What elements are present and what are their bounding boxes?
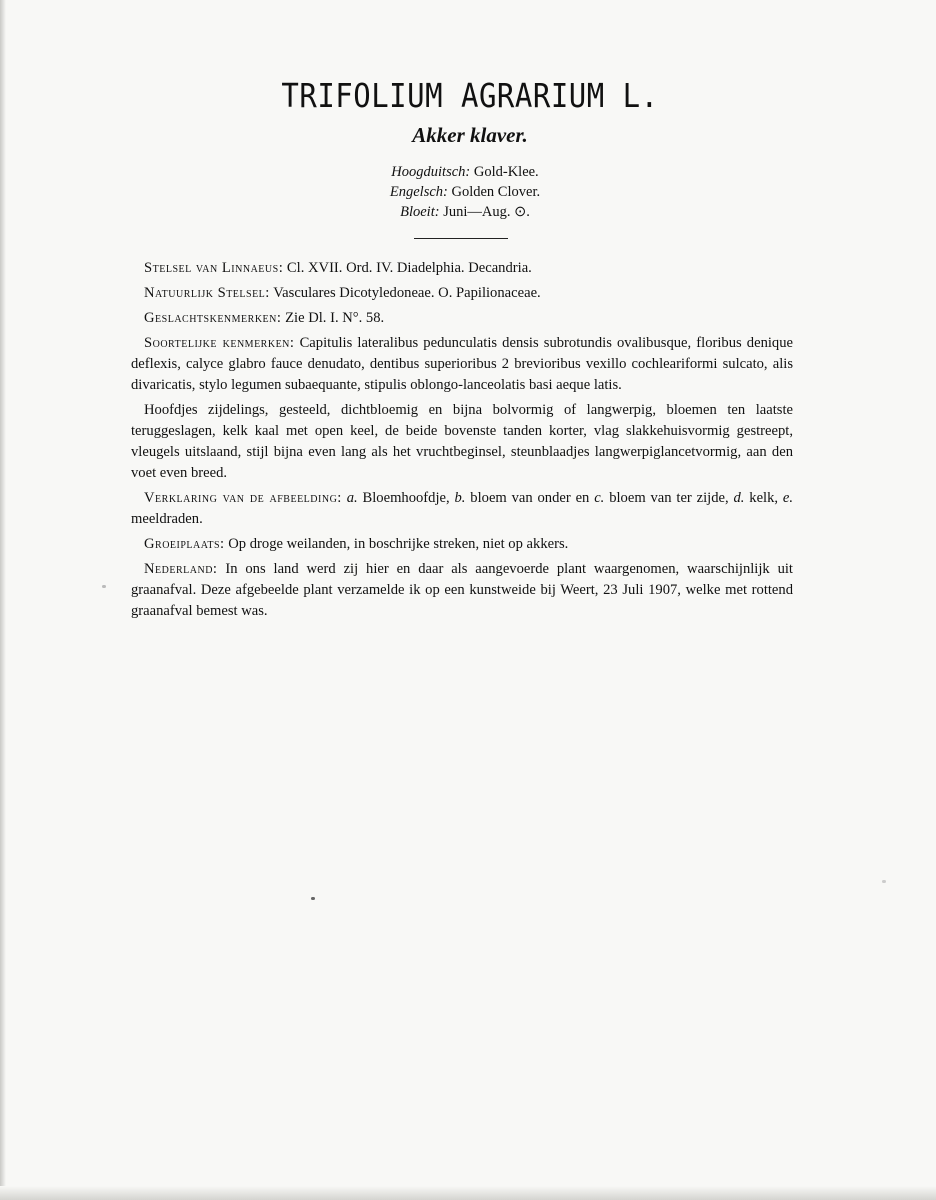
name-label: Hoogduitsch: xyxy=(391,164,471,180)
paper-speck xyxy=(311,897,315,900)
paragraph-geslachtskenmerken xyxy=(131,308,793,329)
name-row-english xyxy=(300,182,630,202)
name-label: Engelsch: xyxy=(389,184,448,200)
figure-key-text: bloem van ter zijde, xyxy=(609,490,729,506)
section-label: Geslachtskenmerken: xyxy=(144,310,282,326)
body-text xyxy=(131,258,793,626)
figure-key-text: Bloemhoofdje, xyxy=(362,490,450,506)
figure-key-text: kelk, xyxy=(749,490,779,506)
section-text: In ons land werd zij hier en daar als aangevoerde plant waargenomen, waarschijnlijk uit graanafval. Deze afgebeelde plant verzamelde ik op een kunstweide bij Weert, 23 Juli 1907, welke met rottend graanafval bemest was. xyxy=(131,561,793,619)
section-label: Nederland: xyxy=(144,561,218,577)
figure-key: c. xyxy=(594,490,605,506)
paragraph-description xyxy=(131,400,793,484)
common-name: Akker klaver. xyxy=(412,123,528,147)
section-label: Natuurlijk Stelsel: xyxy=(144,285,270,301)
divider-rule xyxy=(414,238,508,239)
name-row-german xyxy=(300,162,630,182)
paragraph-natuurlijk-stelsel xyxy=(131,283,793,304)
vernacular-names xyxy=(300,162,630,222)
section-label: Groeiplaats: xyxy=(144,536,225,552)
figure-key-text: bloem van onder en xyxy=(470,490,590,506)
page-bottom-edge xyxy=(0,1186,936,1200)
species-title: TRIFOLIUM AGRARIUM L. xyxy=(281,77,659,116)
name-value: Gold-Klee. xyxy=(473,164,539,180)
section-label: Stelsel van Linnaeus: xyxy=(144,260,284,276)
name-value: Golden Clover. xyxy=(451,184,541,200)
section-text: Zie Dl. I. N°. 58. xyxy=(285,310,385,326)
section-label: Verklaring van de afbeelding: xyxy=(144,490,342,506)
name-row-flowering xyxy=(300,202,630,222)
paragraph-groeiplaats xyxy=(131,534,793,555)
section-text: Op droge weilanden, in boschrijke streken, niet op akkers. xyxy=(228,536,569,552)
section-label: Soortelijke kenmerken: xyxy=(144,335,295,351)
section-text: Vasculares Dicotyledoneae. O. Papilionaceae. xyxy=(273,285,541,301)
name-value: Juni—Aug. ⊙. xyxy=(443,204,530,220)
paragraph-nederland xyxy=(131,559,793,622)
name-label: Bloeit: xyxy=(400,204,440,220)
figure-key: b. xyxy=(454,490,466,506)
section-text: Capitulis lateralibus pedunculatis densis subrotundis ovalibusque, floribus denique deflexis, calyce glabro fauce denudato, dentibus superioribus 2 brevioribus vexillo cochleariformi sulcato, alis divaricatis, stylo legumen subaequante, stipulis oblongo-lanceolatis basi aeque latis. xyxy=(131,335,793,393)
figure-key: d. xyxy=(733,490,745,506)
figure-key: a. xyxy=(346,490,358,506)
figure-key: e. xyxy=(782,490,794,506)
figure-key-text: meeldraden. xyxy=(131,511,203,527)
section-text: Cl. XVII. Ord. IV. Diadelphia. Decandria. xyxy=(286,260,532,276)
paper-speck xyxy=(882,880,886,883)
paragraph-verklaring xyxy=(131,488,793,530)
paragraph-soortelijke-kenmerken xyxy=(131,333,793,396)
paragraph-stelsel-linnaeus xyxy=(131,258,793,279)
page-edge-shadow xyxy=(0,0,6,1200)
paper-speck xyxy=(102,585,106,588)
section-text: Hoofdjes zijdelings, gesteeld, dichtbloemig en bijna bolvormig of langwerpig, bloemen ten laatste teruggeslagen, kelk kaal met open keel, de beide bovenste tanden korter, vlag slakkehuisvormig gestreept, vleugels uitslaand, stijl bijna even lang als het vruchtbeginsel, steunblaadjes langwerpiglancetvormig, aan den voet even breed. xyxy=(131,402,793,481)
